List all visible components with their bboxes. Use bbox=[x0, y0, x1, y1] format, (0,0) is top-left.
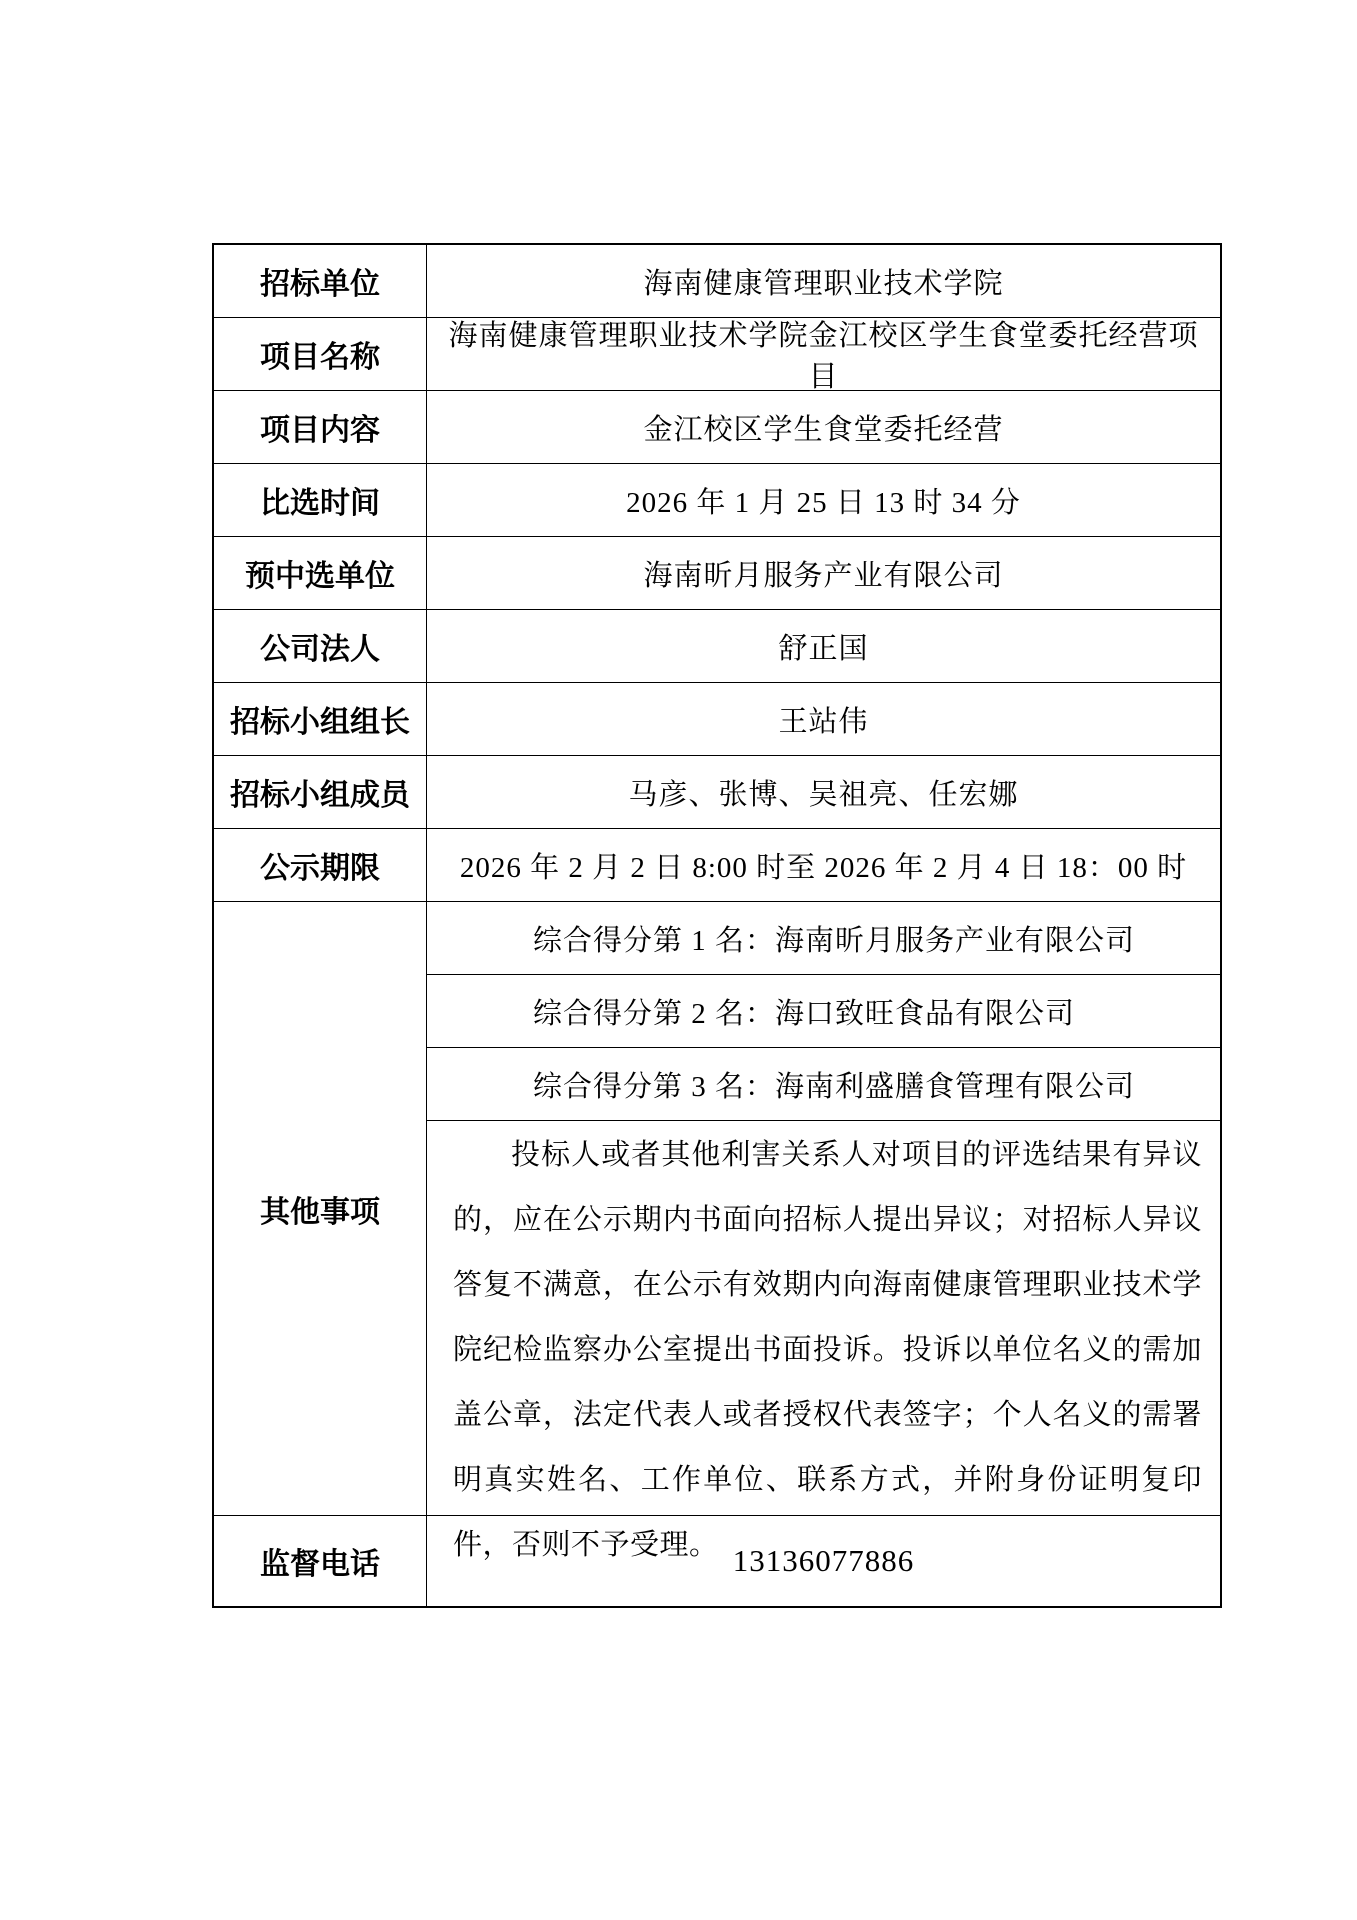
row-label: 比选时间 bbox=[214, 464, 427, 536]
row-value: 金江校区学生食堂委托经营 bbox=[643, 413, 1004, 446]
row-label: 其他事项 bbox=[214, 902, 427, 1515]
row-label: 公司法人 bbox=[214, 610, 427, 682]
row-value: 王站伟 bbox=[778, 705, 869, 738]
table-row-selection-time bbox=[214, 464, 1220, 537]
row-label: 招标小组组长 bbox=[214, 683, 427, 755]
row-label: 监督电话 bbox=[214, 1516, 427, 1606]
row-value: 马彦、张博、吴祖亮、任宏娜 bbox=[628, 778, 1019, 811]
row-label: 公示期限 bbox=[214, 829, 427, 901]
score-row-1: 综合得分第 1 名：海南昕月服务产业有限公司 bbox=[427, 902, 1220, 975]
row-label: 项目内容 bbox=[214, 391, 427, 463]
table-row-publicity-period bbox=[214, 829, 1220, 902]
table-row-supervision-phone bbox=[214, 1516, 1220, 1606]
table-row-legal-person bbox=[214, 610, 1220, 683]
row-label: 招标单位 bbox=[214, 245, 427, 317]
row-value: 舒正国 bbox=[778, 632, 869, 665]
row-value: 海南昕月服务产业有限公司 bbox=[643, 559, 1004, 592]
table-row-project-name bbox=[214, 318, 1220, 391]
table-row-pre-selected-unit bbox=[214, 537, 1220, 610]
score-row-2: 综合得分第 2 名：海口致旺食品有限公司 bbox=[427, 975, 1220, 1048]
table-row-group-leader bbox=[214, 683, 1220, 756]
table-row-bidding-unit bbox=[214, 245, 1220, 318]
row-value: 2026 年 2 月 2 日 8:00 时至 2026 年 2 月 4 日 18：00 时 bbox=[459, 851, 1188, 884]
objection-notice-paragraph: 投标人或者其他利害关系人对项目的评选结果有异议的，应在公示期内书面向招标人提出异议；对招标人异议答复不满意，在公示有效期内向海南健康管理职业技术学院纪检监察办公室提出书面投诉。投诉以单位名义的需加盖公章，法定代表人或者授权代表签字；个人名义的需署明真实姓名、工作单位、联系方式，并附身份证明复印件，否则不予受理。 bbox=[453, 1139, 1202, 1561]
table-row-group-members bbox=[214, 756, 1220, 829]
table-row-project-content bbox=[214, 391, 1220, 464]
row-label: 预中选单位 bbox=[214, 537, 427, 609]
row-label: 招标小组成员 bbox=[214, 756, 427, 828]
row-label: 项目名称 bbox=[214, 318, 427, 390]
row-value: 13136077886 bbox=[732, 1543, 915, 1578]
score-row-3: 综合得分第 3 名：海南利盛膳食管理有限公司 bbox=[427, 1048, 1220, 1121]
row-value: 海南健康管理职业技术学院 bbox=[643, 267, 1004, 300]
row-value: 海南健康管理职业技术学院金江校区学生食堂委托经营项目 bbox=[448, 320, 1199, 393]
row-value: 2026 年 1 月 25 日 13 时 34 分 bbox=[626, 486, 1021, 519]
announcement-table bbox=[212, 243, 1222, 1608]
